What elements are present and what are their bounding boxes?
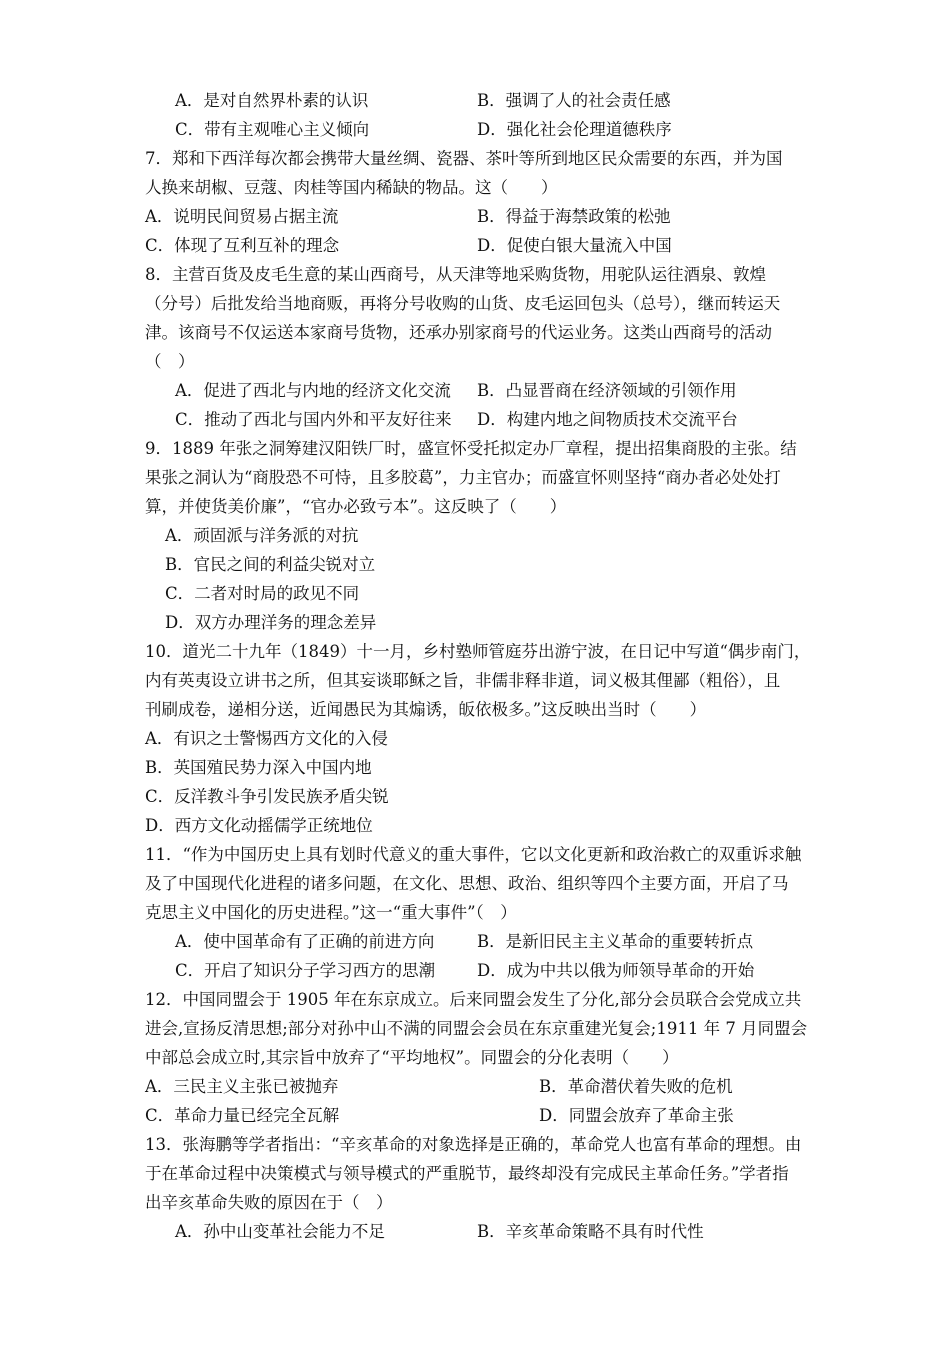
q11-option-b: B．是新旧民主主义革命的重要转折点 [477, 932, 754, 951]
q8-option-c: C．推动了西北与国内外和平友好往来 [175, 410, 452, 429]
q6-option-a: A．是对自然界朴素的认识 [175, 91, 369, 110]
q10-option-d: D．西方文化动摇儒学正统地位 [145, 816, 373, 835]
q13-stem-line: 于在革命过程中决策模式与领导模式的严重脱节，最终却没有完成民主革命任务。”学者指 [145, 1164, 789, 1183]
q7-option-d: D．促使白银大量流入中国 [477, 236, 672, 255]
q12-stem-line: 中部总会成立时,其宗旨中放弃了“平均地权”。同盟会的分化表明（ ） [145, 1048, 679, 1067]
q7-option-b: B．得益于海禁政策的松弛 [477, 207, 671, 226]
q10-stem-line: 10．道光二十九年（1849）十一月，乡村塾师管庭芬出游宁波，在日记中写道“偶步南门， [145, 642, 811, 661]
q11-option-a: A．使中国革命有了正确的前进方向 [175, 932, 435, 951]
q12-option-c: C．革命力量已经完全瓦解 [145, 1106, 340, 1125]
q11-stem-line: 及了中国现代化进程的诸多问题，在文化、思想、政治、组织等四个主要方面，开启了马 [145, 874, 789, 893]
q13-option-a: A．孙中山变革社会能力不足 [175, 1222, 385, 1241]
q11-option-c: C．开启了知识分子学习西方的思潮 [175, 961, 436, 980]
q8-stem-line: （分号）后批发给当地商贩，再将分号收购的山货、皮毛运回包头（总号），继而转运天 [145, 294, 781, 313]
q13-stem-line: 出辛亥革命失败的原因在于（ ） [145, 1193, 393, 1212]
q13-stem-line: 13．张海鹏等学者指出：“辛亥革命的对象选择是正确的，革命党人也富有革命的理想。由 [145, 1135, 802, 1154]
q8-stem-line: 8．主营百货及皮毛生意的某山西商号，从天津等地采购货物，用驼队运往酒泉、敦煌 [145, 265, 766, 284]
q10-option-a: A．有识之士警惕西方文化的入侵 [145, 729, 388, 748]
q9-option-d: D．双方办理洋务的理念差异 [165, 613, 377, 632]
q8-option-d: D．构建内地之间物质技术交流平台 [477, 410, 738, 429]
q10-option-b: B．英国殖民势力深入中国内地 [145, 758, 372, 777]
q13-option-b: B．辛亥革命策略不具有时代性 [477, 1222, 704, 1241]
q7-option-a: A．说明民间贸易占据主流 [145, 207, 339, 226]
q9-option-a: A．顽固派与洋务派的对抗 [165, 526, 359, 545]
q9-option-c: C．二者对时局的政见不同 [165, 584, 360, 603]
q9-stem-line: 算，并使货美价廉”，“官办必致亏本”。这反映了（ ） [145, 497, 567, 516]
q7-option-c: C．体现了互利互补的理念 [145, 236, 340, 255]
q10-option-c: C．反洋教斗争引发民族矛盾尖锐 [145, 787, 389, 806]
q6-option-c: C．带有主观唯心主义倾向 [175, 120, 370, 139]
q12-option-d: D．同盟会放弃了革命主张 [539, 1106, 734, 1125]
q7-stem-line: 人换来胡椒、豆蔻、肉桂等国内稀缺的物品。这（ ） [145, 178, 558, 197]
q7-stem-line: 7．郑和下西洋每次都会携带大量丝绸、瓷器、茶叶等所到地区民众需要的东西，并为国 [145, 149, 783, 168]
q11-stem-line: 克思主义中国化的历史进程。”这一“重大事件”（ ） [145, 903, 517, 922]
q8-option-a: A．促进了西北与内地的经济文化交流 [175, 381, 451, 400]
q11-stem-line: 11．“作为中国历史上具有划时代意义的重大事件，它以文化更新和政治救亡的双重诉求触 [145, 845, 802, 864]
q12-stem-line: 12．中国同盟会于 1905 年在东京成立。后来同盟会发生了分化,部分会员联合会党成立共 [145, 990, 802, 1009]
q8-stem-line: （ ） [145, 352, 195, 371]
q8-option-b: B．凸显晋商在经济领域的引领作用 [477, 381, 737, 400]
q9-stem-line: 果张之洞认为“商股恐不可恃，且多胶葛”，力主官办；而盛宣怀则坚持“商办者必处处打 [145, 468, 781, 487]
q6-option-d: D．强化社会伦理道德秩序 [477, 120, 672, 139]
q9-option-b: B．官民之间的利益尖锐对立 [165, 555, 376, 574]
q9-stem-line: 9．1889 年张之洞筹建汉阳铁厂时，盛宣怀受托拟定办厂章程，提出招集商股的主张。结 [145, 439, 797, 458]
q8-stem-line: 津。该商号不仅运送本家商号货物，还承办别家商号的代运业务。这类山西商号的活动 [145, 323, 772, 342]
q6-option-b: B．强调了人的社会责任感 [477, 91, 671, 110]
q11-option-d: D．成为中共以俄为师领导革命的开始 [477, 961, 755, 980]
q10-stem-line: 内有英夷设立讲书之所，但其妄谈耶稣之旨，非儒非释非道，词义极其俚鄙（粗俗），且 [145, 671, 781, 690]
q12-option-a: A．三民主义主张已被抛弃 [145, 1077, 339, 1096]
q12-option-b: B．革命潜伏着失败的危机 [539, 1077, 733, 1096]
q12-stem-line: 进会,宣扬反清思想;部分对孙中山不满的同盟会会员在东京重建光复会;1911 年 7 月同盟会 [145, 1019, 808, 1038]
q10-stem-line: 刊刷成卷，递相分送，近闻愚民为其煽诱，皈依极多。”这反映出当时（ ） [145, 700, 707, 719]
